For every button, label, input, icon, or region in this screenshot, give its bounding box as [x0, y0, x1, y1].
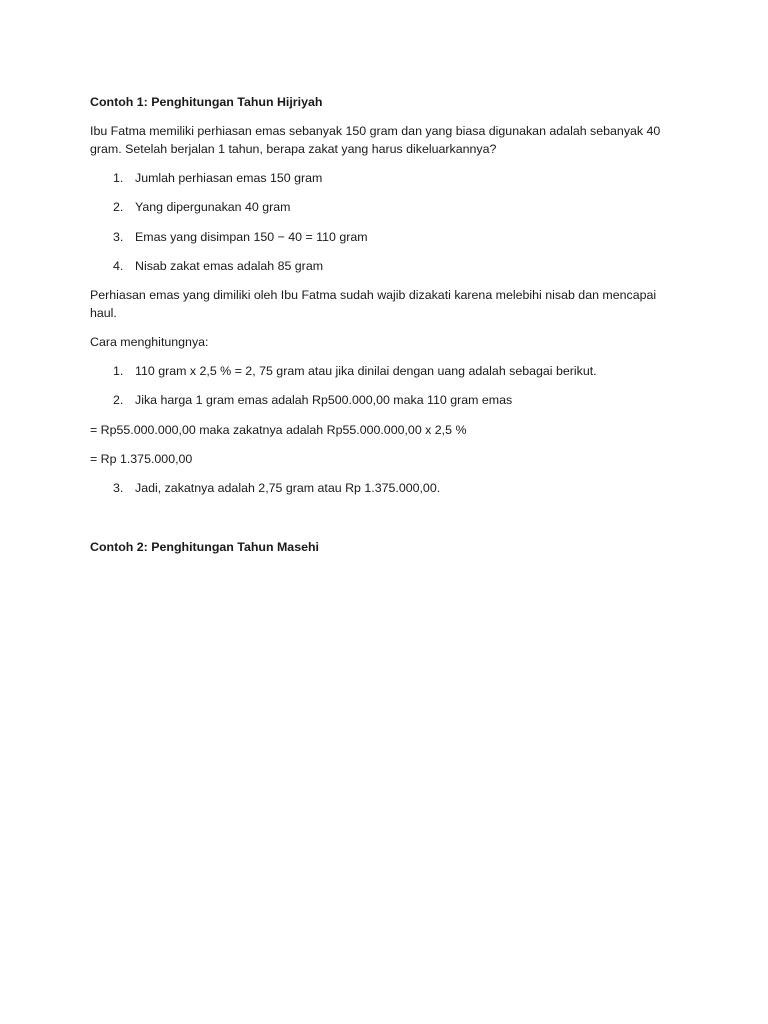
example1-heading: Contoh 1: Penghitungan Tahun Hijriyah	[90, 95, 323, 109]
conclusion-line1: Perhiasan emas yang dimiliki oleh Ibu Fatma sudah wajib dizakati karena melebihi nisab dan mencapai	[90, 288, 657, 302]
calculation-line2: = Rp 1.375.000,00	[90, 452, 193, 466]
list-number: 2.	[113, 200, 124, 214]
list-text: Jadi, zakatnya adalah 2,75 gram atau Rp 1.375.000,00.	[135, 481, 441, 495]
step-list-item	[113, 362, 673, 380]
list-number: 3.	[113, 481, 124, 495]
method-label: Cara menghitungnya:	[90, 335, 209, 349]
list-text: Yang dipergunakan 40 gram	[135, 200, 291, 214]
fact-list-item	[113, 198, 673, 216]
fact-list-item	[113, 228, 673, 246]
list-text: Emas yang disimpan 150 − 40 = 110 gram	[135, 230, 368, 244]
fact-list-item	[113, 257, 673, 275]
list-number: 3.	[113, 230, 124, 244]
calculation-line1: = Rp55.000.000,00 maka zakatnya adalah Rp55.000.000,00 x 2,5 %	[90, 423, 467, 437]
list-text: 110 gram x 2,5 % = 2, 75 gram atau jika dinilai dengan uang adalah sebagai berikut.	[135, 364, 597, 378]
list-text: Jumlah perhiasan emas 150 gram	[135, 171, 323, 185]
list-number: 1.	[113, 171, 124, 185]
list-number: 1.	[113, 364, 124, 378]
step-list-item	[113, 479, 673, 497]
example2-heading: Contoh 2: Penghitungan Tahun Masehi	[90, 540, 319, 554]
step-list-item	[113, 391, 673, 409]
list-text: Nisab zakat emas adalah 85 gram	[135, 259, 324, 273]
list-text: Jika harga 1 gram emas adalah Rp500.000,00 maka 110 gram emas	[135, 393, 513, 407]
conclusion-line2: haul.	[90, 306, 117, 320]
example1-intro-line1: Ibu Fatma memiliki perhiasan emas sebanyak 150 gram dan yang biasa digunakan adalah sebanyak 40	[90, 124, 661, 138]
fact-list-item	[113, 169, 673, 187]
list-number: 4.	[113, 259, 124, 273]
example1-intro-line2: gram. Setelah berjalan 1 tahun, berapa zakat yang harus dikeluarkannya?	[90, 142, 497, 156]
list-number: 2.	[113, 393, 124, 407]
